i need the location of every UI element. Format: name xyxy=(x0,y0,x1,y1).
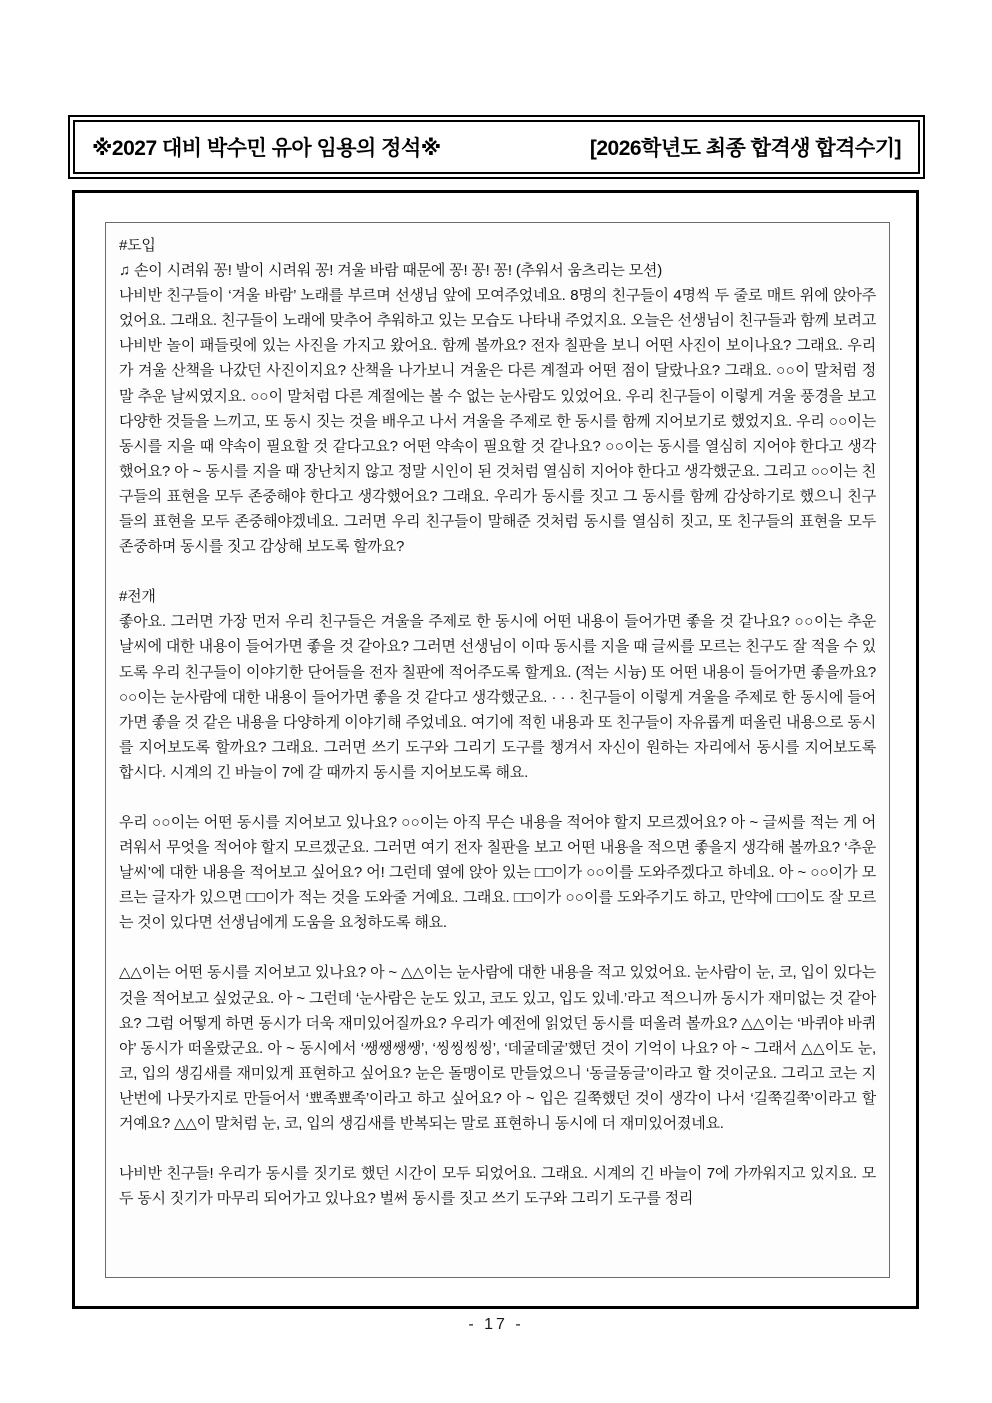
title-banner xyxy=(68,115,925,179)
development-paragraph-1: 좋아요. 그러면 가장 먼저 우리 친구들은 겨울을 주제로 한 동시에 어떤 내용이 들어가면 좋을 것 같나요? ○○이는 추운 날씨에 대한 내용이 들어가면 좋을 것 같아요? 그러면 선생님이 이따 동시를 지을 때 글씨를 모르는 친구도 잘 적을 수 있도록 우리 친구들이 이야기한 단어들을 전자 칠판에 적어주도록 할게요. (적는 시늉) 또 어떤 내용이 들어가면 좋을까요? ○○이는 눈사람에 대한 내용이 들어가면 좋을 것 같다고 생각했군요. · · · 친구들이 이렇게 겨울을 주제로 한 동시에 들어가면 좋을 것 같은 내용을 다양하게 이야기해 주었네요. 여기에 적힌 내용과 또 친구들이 자유롭게 떠올린 내용으로 동시를 지어보도록 할까요? 그래요. 그러면 쓰기 도구와 그리기 도구를 챙겨서 자신이 원하는 자리에서 동시를 지어보도록 합시다. 시계의 긴 바늘이 7에 갈 때까지 동시를 지어보도록 해요. xyxy=(119,613,876,781)
review-title: [2026학년도 최종 합격생 합격수기] xyxy=(589,137,901,160)
song-line: ♫ 손이 시려워 꽁! 발이 시려워 꽁! 겨울 바람 때문에 꽁! 꽁! 꽁! (추워서 움츠리는 모션) xyxy=(119,262,662,280)
section-heading-intro: #도입 xyxy=(119,237,156,254)
intro-paragraph: 나비반 친구들이 ‘겨울 바람’ 노래를 부르며 선생님 앞에 모여주었네요. 8명의 친구들이 4명씩 두 줄로 매트 위에 앉아주었어요. 그래요. 친구들이 노래에 맞추어 추워하고 있는 모습도 나타내 주었지요. 오늘은 선생님이 친구들과 함께 보려고 나비반 놀이 패들릿에 있는 사진을 가지고 왔어요. 함께 볼까요? 전자 칠판을 보니 어떤 사진이 보이나요? 그래요. 우리가 겨울 산책을 나갔던 사진이지요? 산책을 나가보니 겨울은 다른 계절과 어떤 점이 달랐나요? 그래요. ○○이 말처럼 정말 추운 날씨였지요. ○○이 말처럼 다른 계절에는 볼 수 없는 눈사람도 있었어요. 우리 친구들이 이렇게 겨울 풍경을 보고 다양한 것들을 느끼고, 또 동시 짓는 것을 배우고 나서 겨울을 주제로 한 동시를 함께 지어보기로 했었지요. 우리 ○○이는 동시를 지을 때 약속이 필요할 것 같다고요? 어떤 약속이 필요할 것 같나요? ○○이는 동시를 열심히 지어야 한다고 생각했어요? 아 ~ 동시를 지을 때 장난치지 않고 정말 시인이 된 것처럼 열심히 지어야 한다고 생각했군요. 그리고 ○○이는 친구들의 표현을 모두 존중해야 한다고 생각했어요? 그래요. 우리가 동시를 짓고 그 동시를 함께 감상하기로 했으니 친구들의 표현을 모두 존중해야겠네요. 그러면 우리 친구들이 말해준 것처럼 동시를 열심히 짓고, 또 친구들의 표현을 모두 존중하며 동시를 짓고 감상해 보도록 할까요? xyxy=(119,287,876,556)
title-banner-inner xyxy=(73,120,920,174)
lesson-script-box xyxy=(105,222,890,1278)
course-title: ※2027 대비 박수민 유아 임용의 정석※ xyxy=(92,137,441,160)
closing-paragraph: 나비반 친구들! 우리가 동시를 짓기로 했던 시간이 모두 되었어요. 그래요. 시계의 긴 바늘이 7에 가까워지고 있지요. 모두 동시 짓기가 마무리 되어가고 있나요? 벌써 동시를 짓고 쓰기 도구와 그리기 도구를 정리 xyxy=(119,1165,876,1208)
development-paragraph-3: △△이는 어떤 동시를 지어보고 있나요? 아 ~ △△이는 눈사람에 대한 내용을 적고 있었어요. 눈사람이 눈, 코, 입이 있다는 것을 적어보고 싶었군요. 아 ~ 그런데 ‘눈사람은 눈도 있고, 코도 있고, 입도 있네.’라고 적으니까 동시가 재미없는 것 같아요? 그럼 어떻게 하면 동시가 더욱 재미있어질까요? 우리가 예전에 읽었던 동시를 떠올려 볼까요? △△이는 ‘바퀴야 바퀴야’ 동시가 떠올랐군요. 아 ~ 동시에서 ‘쌩쌩쌩쌩’, ‘씽씽씽씽’, ‘데굴데굴’했던 것이 기억이 나요? 아 ~ 그래서 △△이도 눈, 코, 입의 생김새를 재미있게 표현하고 싶어요? 눈은 돌맹이로 만들었으니 ‘동글동글’이라고 할 것이군요. 그리고 코는 지난번에 나뭇가지로 만들어서 ‘뾰족뾰족’이라고 하고 싶어요? 아 ~ 입은 길쭉했던 것이 생각이 나서 ‘길쭉길쭉’이라고 할 거예요? △△이 말처럼 눈, 코, 입의 생김새를 반복되는 말로 표현하니 동시에 더 재미있어졌네요. xyxy=(119,964,876,1132)
page-number: - 17 - xyxy=(468,1316,524,1333)
content-frame xyxy=(72,190,919,1309)
development-paragraph-2: 우리 ○○이는 어떤 동시를 지어보고 있나요? ○○이는 아직 무슨 내용을 적어야 할지 모르겠어요? 아 ~ 글씨를 적는 게 어려워서 무엇을 적어야 할지 모르겠군요. 그러면 여기 전자 칠판을 보고 어떤 내용을 적으면 좋을지 생각해 볼까요? ‘추운 날씨’에 대한 내용을 적어보고 싶어요? 어! 그런데 옆에 앉아 있는 □□이가 ○○이를 도와주겠다고 하네요. 아 ~ ○○이가 모르는 글자가 있으면 □□이가 적는 것을 도와줄 거예요. 그래요. □□이가 ○○이를 도와주기도 하고, 만약에 □□이도 잘 모르는 것이 있다면 선생님에게 도움을 요청하도록 해요. xyxy=(119,813,876,932)
section-heading-development: #전개 xyxy=(119,588,156,606)
page-footer xyxy=(0,1316,992,1334)
